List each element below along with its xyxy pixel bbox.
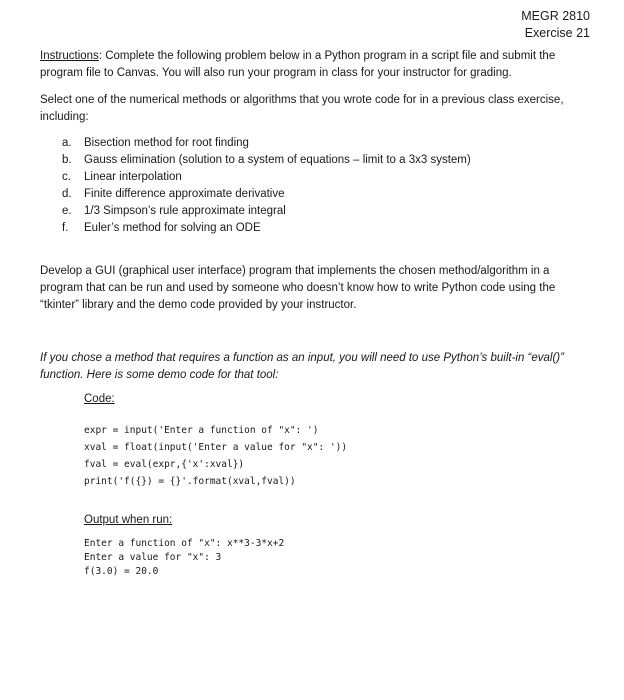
course-code: MEGR 2810	[521, 9, 590, 23]
list-item	[62, 220, 471, 237]
instructions-label: Instructions	[40, 50, 99, 62]
list-letter: d.	[62, 188, 72, 200]
code-line: expr = input('Enter a function of "x": ')	[84, 425, 319, 436]
exercise-number: Exercise 21	[524, 26, 590, 40]
list-text: Gauss elimination (solution to a system of equations – limit to a 3x3 system)	[84, 154, 471, 166]
list-text: Bisection method for root finding	[84, 137, 249, 149]
select-paragraph: Select one of the numerical methods or algorithms that you wrote code for in a previous class exercise, including:	[40, 94, 564, 123]
output-line: Enter a function of "x": x**3-3*x+2	[84, 538, 285, 549]
eval-paragraph: If you chose a method that requires a function as an input, you will need to use Python’s built-in “eval()” function. Here is some demo code for that tool:	[40, 352, 564, 381]
instructions-text: : Complete the following problem below in a Python program in a script file and submit the program file to Canvas. You will also run your program in class for your instructor for grading.	[40, 50, 556, 79]
list-text: Finite difference approximate derivative	[84, 188, 285, 200]
list-text: 1/3 Simpson’s rule approximate integral	[84, 205, 286, 217]
list-letter: a.	[62, 137, 72, 149]
list-letter: e.	[62, 205, 72, 217]
header	[521, 8, 590, 42]
code-line: print('f({}) = {}'.format(xval,fval))	[84, 476, 296, 487]
list-item	[62, 169, 471, 186]
methods-list	[62, 135, 471, 237]
output-line: f(3.0) = 20.0	[84, 566, 159, 577]
list-letter: b.	[62, 154, 72, 166]
output-heading: Output when run:	[84, 514, 173, 526]
list-item	[62, 152, 471, 169]
list-text: Linear interpolation	[84, 171, 182, 183]
code-line: fval = eval(expr,{'x':xval})	[84, 459, 245, 470]
code-line: xval = float(input('Enter a value for "x": '))	[84, 442, 348, 453]
code-block	[84, 422, 347, 490]
output-line: Enter a value for "x": 3	[84, 552, 222, 563]
instructions-paragraph	[40, 48, 590, 82]
list-letter: f.	[62, 222, 69, 234]
list-letter: c.	[62, 171, 71, 183]
list-item	[62, 135, 471, 152]
code-heading: Code:	[84, 393, 115, 405]
list-item	[62, 203, 471, 220]
output-block	[84, 537, 284, 579]
list-item	[62, 186, 471, 203]
list-text: Euler’s method for solving an ODE	[84, 222, 261, 234]
develop-paragraph: Develop a GUI (graphical user interface) program that implements the chosen method/algorithm in a program that can be run and used by someone who doesn’t know how to write Python code using the “tkinter” library and the demo code provided by your instructor.	[40, 265, 556, 311]
